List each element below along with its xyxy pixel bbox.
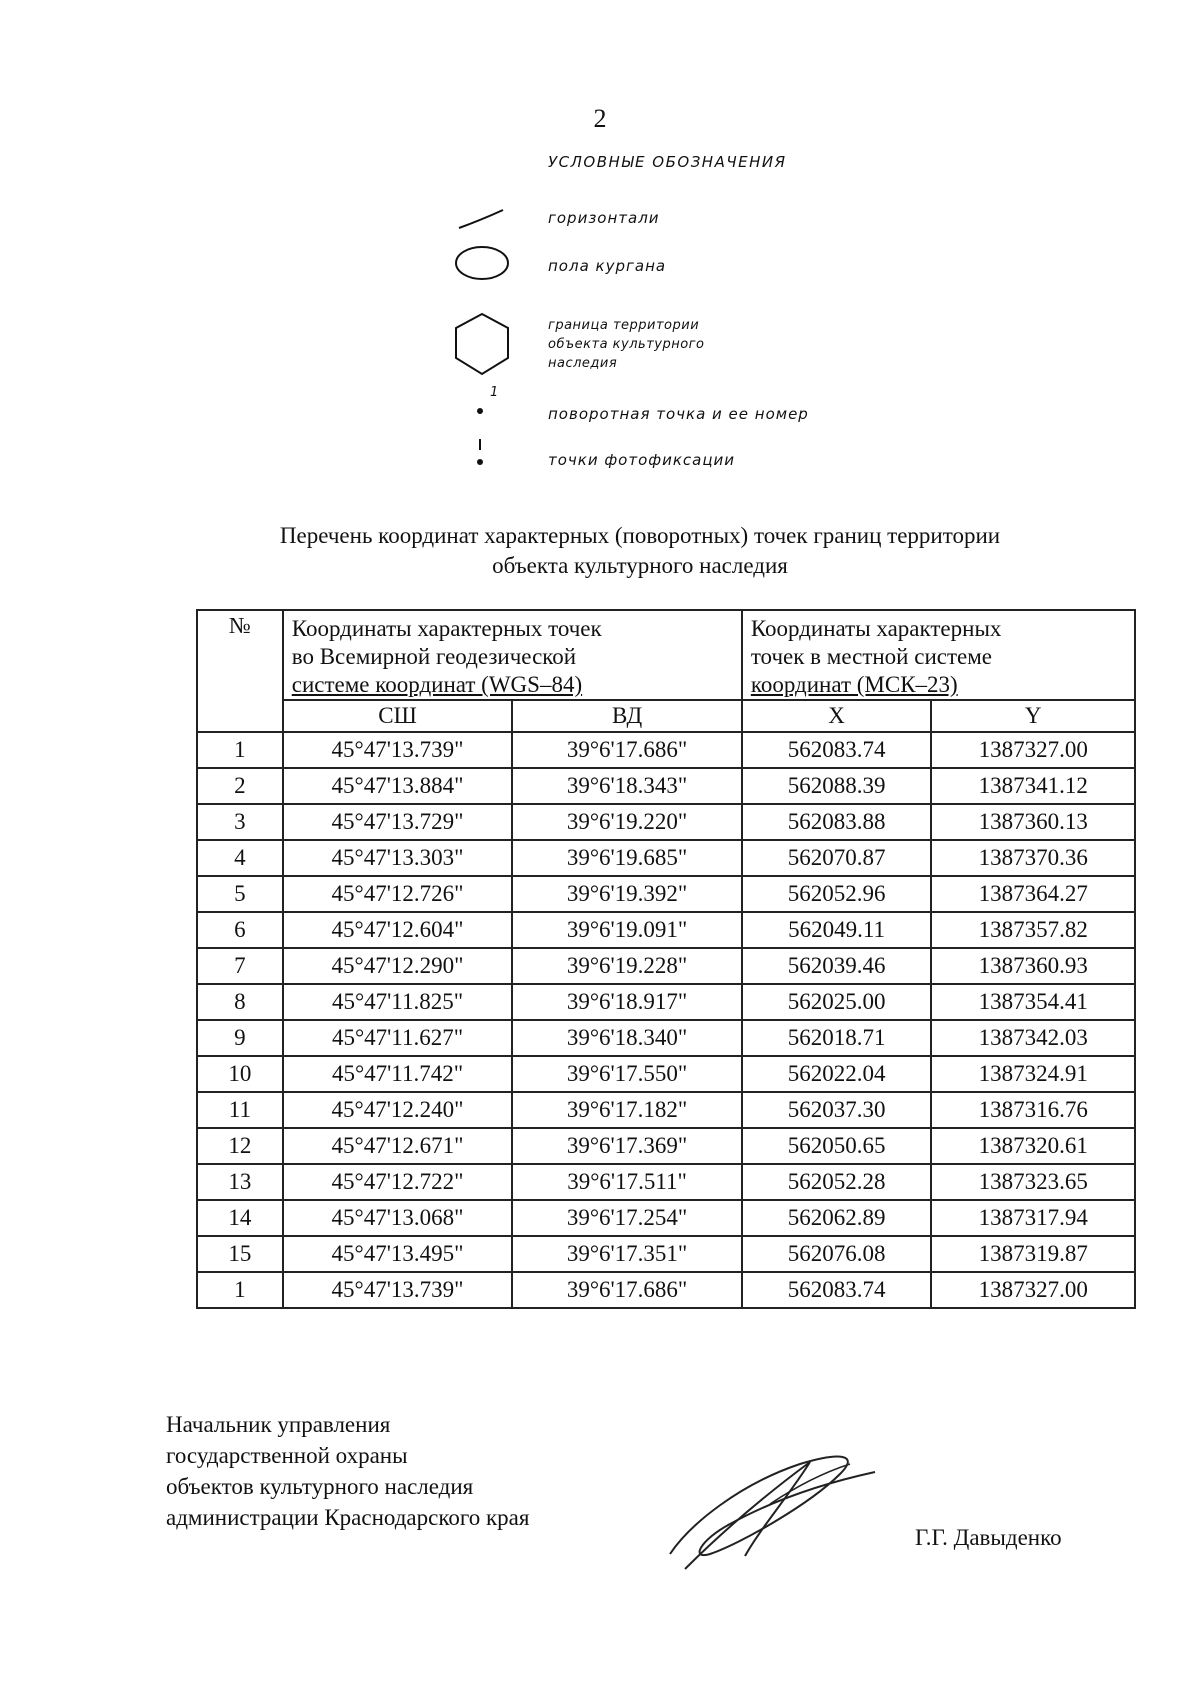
page-number: 2 bbox=[593, 104, 607, 133]
cell-x: 562088.39 bbox=[742, 768, 932, 804]
cell-latitude: 45°47'11.627" bbox=[283, 1020, 513, 1056]
cell-number: 11 bbox=[197, 1092, 283, 1128]
cell-latitude: 45°47'13.739" bbox=[283, 732, 513, 768]
cell-x: 562052.28 bbox=[742, 1164, 932, 1200]
cell-number: 1 bbox=[197, 732, 283, 768]
table-row bbox=[197, 840, 1135, 876]
cell-longitude: 39°6'19.091" bbox=[512, 912, 742, 948]
cell-x: 562083.74 bbox=[742, 1272, 932, 1308]
cell-x: 562037.30 bbox=[742, 1092, 932, 1128]
cell-longitude: 39°6'17.550" bbox=[512, 1056, 742, 1092]
cell-number: 13 bbox=[197, 1164, 283, 1200]
cell-x: 562022.04 bbox=[742, 1056, 932, 1092]
cell-number: 12 bbox=[197, 1128, 283, 1164]
photo-point-icon bbox=[472, 436, 492, 470]
cell-latitude: 45°47'13.739" bbox=[283, 1272, 513, 1308]
cell-longitude: 39°6'17.511" bbox=[512, 1164, 742, 1200]
cell-longitude: 39°6'18.917" bbox=[512, 984, 742, 1020]
legend-boundary-line-2: объекта культурного bbox=[548, 337, 705, 352]
cell-y: 1387370.36 bbox=[931, 840, 1135, 876]
cell-longitude: 39°6'18.340" bbox=[512, 1020, 742, 1056]
cell-x: 562062.89 bbox=[742, 1200, 932, 1236]
cell-x: 562018.71 bbox=[742, 1020, 932, 1056]
cell-y: 1387354.41 bbox=[931, 984, 1135, 1020]
cell-number: 1 bbox=[197, 1272, 283, 1308]
contour-line-icon bbox=[456, 206, 506, 232]
cell-latitude: 45°47'12.722" bbox=[283, 1164, 513, 1200]
cell-x: 562049.11 bbox=[742, 912, 932, 948]
cell-number: 8 bbox=[197, 984, 283, 1020]
cell-y: 1387357.82 bbox=[931, 912, 1135, 948]
cell-y: 1387323.65 bbox=[931, 1164, 1135, 1200]
cell-y: 1387341.12 bbox=[931, 768, 1135, 804]
table-row bbox=[197, 1092, 1135, 1128]
cell-number: 6 bbox=[197, 912, 283, 948]
cell-y: 1387327.00 bbox=[931, 1272, 1135, 1308]
cell-y: 1387364.27 bbox=[931, 876, 1135, 912]
cell-x: 562070.87 bbox=[742, 840, 932, 876]
cell-longitude: 39°6'18.343" bbox=[512, 768, 742, 804]
table-row bbox=[197, 804, 1135, 840]
table-row bbox=[197, 1020, 1135, 1056]
table-row bbox=[197, 876, 1135, 912]
cell-x: 562083.88 bbox=[742, 804, 932, 840]
table-row bbox=[197, 732, 1135, 768]
cell-longitude: 39°6'19.392" bbox=[512, 876, 742, 912]
table-row bbox=[197, 768, 1135, 804]
cell-number: 7 bbox=[197, 948, 283, 984]
cell-x: 562076.08 bbox=[742, 1236, 932, 1272]
legend-label-photo-points: точки фотофиксации bbox=[548, 451, 736, 469]
cell-x: 562083.74 bbox=[742, 732, 932, 768]
cell-latitude: 45°47'13.495" bbox=[283, 1236, 513, 1272]
cell-longitude: 39°6'17.351" bbox=[512, 1236, 742, 1272]
msk-header-line-2: точек в местной системе bbox=[750, 644, 992, 669]
table-row bbox=[197, 1128, 1135, 1164]
cell-latitude: 45°47'13.884" bbox=[283, 768, 513, 804]
list-title-line-2: объекта культурного наследия bbox=[492, 553, 788, 578]
cell-latitude: 45°47'12.726" bbox=[283, 876, 513, 912]
legend-label-boundary bbox=[548, 316, 704, 373]
cell-number: 10 bbox=[197, 1056, 283, 1092]
cell-latitude: 45°47'12.671" bbox=[283, 1128, 513, 1164]
column-header-longitude: ВД bbox=[512, 700, 742, 732]
cell-longitude: 39°6'19.228" bbox=[512, 948, 742, 984]
cell-x: 562039.46 bbox=[742, 948, 932, 984]
cell-latitude: 45°47'13.729" bbox=[283, 804, 513, 840]
handwritten-signature bbox=[650, 1444, 890, 1574]
cell-y: 1387360.13 bbox=[931, 804, 1135, 840]
msk-header-line-1: Координаты характерных bbox=[750, 616, 1002, 641]
cell-longitude: 39°6'19.220" bbox=[512, 804, 742, 840]
cell-y: 1387320.61 bbox=[931, 1128, 1135, 1164]
legend-label-mound: пола кургана bbox=[548, 257, 667, 275]
cell-y: 1387319.87 bbox=[931, 1236, 1135, 1272]
signatory-line-3: объектов культурного наследия bbox=[166, 1474, 474, 1499]
cell-y: 1387317.94 bbox=[931, 1200, 1135, 1236]
column-header-x: X bbox=[742, 700, 932, 732]
column-group-wgs84 bbox=[283, 610, 742, 700]
cell-y: 1387324.91 bbox=[931, 1056, 1135, 1092]
cell-number: 3 bbox=[197, 804, 283, 840]
table-row bbox=[197, 1056, 1135, 1092]
ellipse-icon bbox=[452, 243, 512, 283]
cell-y: 1387342.03 bbox=[931, 1020, 1135, 1056]
list-title-line-1: Перечень координат характерных (поворотных) точек границ территории bbox=[279, 523, 1001, 548]
signatory-line-1: Начальник управления bbox=[166, 1412, 391, 1437]
cell-number: 9 bbox=[197, 1020, 283, 1056]
turning-point-marker: 1 bbox=[490, 385, 499, 400]
cell-latitude: 45°47'12.290" bbox=[283, 948, 513, 984]
signatory-position bbox=[166, 1409, 529, 1533]
column-header-y: Y bbox=[931, 700, 1135, 732]
cell-longitude: 39°6'17.686" bbox=[512, 732, 742, 768]
coordinates-table bbox=[196, 609, 1136, 1309]
signatory-line-2: государственной охраны bbox=[166, 1443, 408, 1468]
table-row bbox=[197, 1236, 1135, 1272]
table-row bbox=[197, 1200, 1135, 1236]
list-title bbox=[160, 521, 1120, 581]
cell-x: 562050.65 bbox=[742, 1128, 932, 1164]
table-subheader-row bbox=[197, 700, 1135, 732]
cell-latitude: 45°47'12.240" bbox=[283, 1092, 513, 1128]
cell-longitude: 39°6'17.254" bbox=[512, 1200, 742, 1236]
signer-name: Г.Г. Давыденко bbox=[915, 1525, 1062, 1550]
cell-latitude: 45°47'12.604" bbox=[283, 912, 513, 948]
cell-longitude: 39°6'17.686" bbox=[512, 1272, 742, 1308]
cell-y: 1387327.00 bbox=[931, 732, 1135, 768]
hexagon-icon bbox=[452, 310, 512, 380]
legend-label-contours: горизонтали bbox=[548, 209, 660, 227]
wgs-header-line-3: системе координат (WGS–84) bbox=[291, 672, 583, 697]
cell-x: 562025.00 bbox=[742, 984, 932, 1020]
cell-longitude: 39°6'17.369" bbox=[512, 1128, 742, 1164]
legend-label-turning-point: поворотная точка и ее номер bbox=[548, 405, 809, 423]
cell-number: 4 bbox=[197, 840, 283, 876]
cell-longitude: 39°6'17.182" bbox=[512, 1092, 742, 1128]
table-row bbox=[197, 1164, 1135, 1200]
wgs-header-line-1: Координаты характерных точек bbox=[291, 616, 602, 641]
turning-point-icon bbox=[470, 384, 500, 418]
cell-latitude: 45°47'13.068" bbox=[283, 1200, 513, 1236]
cell-latitude: 45°47'11.742" bbox=[283, 1056, 513, 1092]
cell-number: 15 bbox=[197, 1236, 283, 1272]
legend-boundary-line-1: граница территории bbox=[548, 318, 700, 333]
msk-header-line-3: координат (МСК–23) bbox=[750, 672, 958, 697]
legend-title: УСЛОВНЫЕ ОБОЗНАЧЕНИЯ bbox=[548, 153, 787, 171]
column-header-number: № bbox=[197, 610, 283, 732]
table-row bbox=[197, 984, 1135, 1020]
wgs-header-line-2: во Всемирной геодезической bbox=[291, 644, 577, 669]
cell-y: 1387360.93 bbox=[931, 948, 1135, 984]
legend-boundary-line-3: наследия bbox=[548, 356, 618, 371]
table-header-row bbox=[197, 610, 1135, 700]
column-group-msk23 bbox=[742, 610, 1135, 700]
signatory-line-4: администрации Краснодарского края bbox=[166, 1505, 530, 1530]
cell-longitude: 39°6'19.685" bbox=[512, 840, 742, 876]
column-header-latitude: СШ bbox=[283, 700, 513, 732]
cell-number: 2 bbox=[197, 768, 283, 804]
cell-number: 14 bbox=[197, 1200, 283, 1236]
cell-number: 5 bbox=[197, 876, 283, 912]
cell-latitude: 45°47'13.303" bbox=[283, 840, 513, 876]
cell-latitude: 45°47'11.825" bbox=[283, 984, 513, 1020]
cell-x: 562052.96 bbox=[742, 876, 932, 912]
cell-y: 1387316.76 bbox=[931, 1092, 1135, 1128]
table-row bbox=[197, 1272, 1135, 1308]
table-row bbox=[197, 912, 1135, 948]
table-row bbox=[197, 948, 1135, 984]
